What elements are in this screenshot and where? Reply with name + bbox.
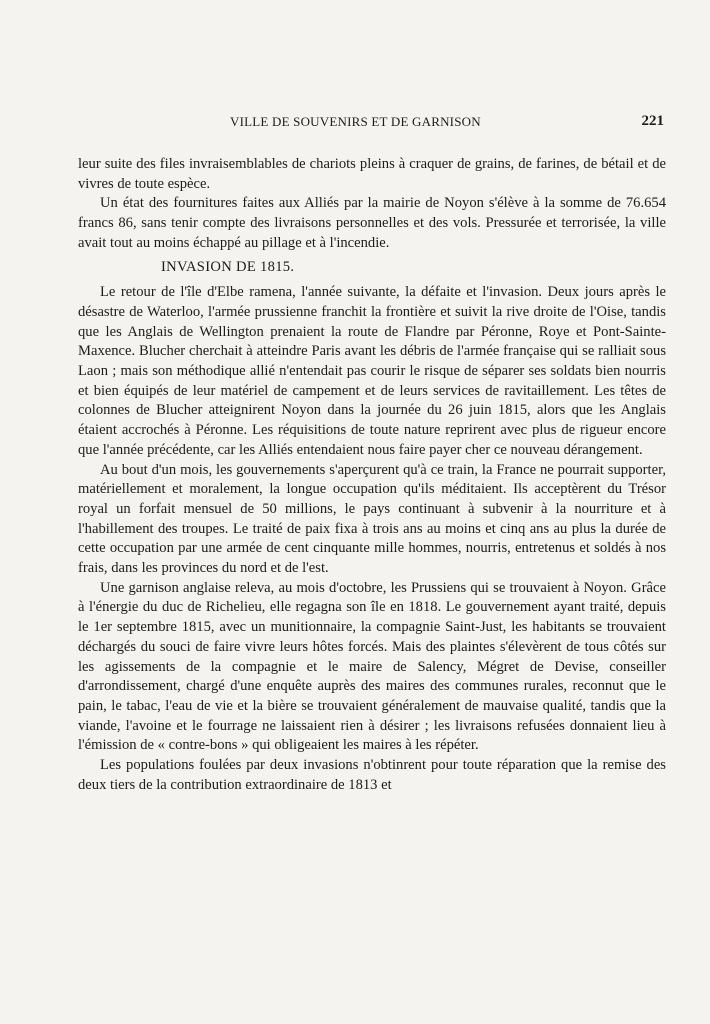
section-heading: INVASION DE 1815. <box>161 258 295 275</box>
page-number: 221 <box>641 113 664 129</box>
paragraph: Au bout d'un mois, les gouvernements s'aperçurent qu'à ce train, la France ne pourrait supporter, matériellement et moralement, la longue occupation qu'ils méditaient. Ils acceptèrent du Trésor royal un forfait mensuel de 50 millions, le pays continuant à subvenir à la nourriture et à l'habillement des troupes. Le traité de paix fixa à trois ans au moins et cinq ans au plus la durée de cette occupation par une armée de cent cinquante mille hommes, nourris, entretenus et soldés à nos frais, dans les provinces du nord et de l'est. <box>78 461 666 577</box>
paragraph: Un état des fournitures faites aux Alliés par la mairie de Noyon s'élève à la somme de 76.654 francs 86, sans tenir compte des livraisons personnelles et des vols. Pressurée et terrorisée, la ville avait tout au moins échappé au pillage et à l'incendie. <box>78 195 666 251</box>
paragraph: leur suite des files invraisemblables de chariots pleins à craquer de grains, de farines, de bétail et de vivres de toute espèce. <box>78 156 666 192</box>
running-title: VILLE DE SOUVENIRS ET DE GARNISON <box>230 114 481 129</box>
paragraph: Une garnison anglaise releva, au mois d'octobre, les Prussiens qui se trouvaient à Noyon. Grâce à l'énergie du duc de Richelieu, elle regagna son île en 1818. Le gouvernement ayant traité, depuis le 1er septembre 1815, avec un munitionnaire, la compagnie Saint-Just, les habitants se trouvaient déchargés du souci de faire vivre leurs hôtes forcés. Mais des plaintes s'élevèrent de tous côtés sur les agissements de la compagnie et le maire de Salency, Mégret de Devise, conseiller d'arrondissement, chargé d'une enquête auprès des maires des communes rurales, reconnut que le pain, le tabac, l'eau de vie et la bière se trouvaient généralement de mauvaise qualité, tandis que la viande, l'avoine et le fourrage ne laissaient rien à désirer ; les livraisons refusées donnaient lieu à l'émission de « contre-bons » qui obligeaient les maires à les répéter. <box>78 579 666 754</box>
paragraph: Les populations foulées par deux invasions n'obtinrent pour toute réparation que la remise des deux tiers de la contribution extraordinaire de 1813 et <box>78 757 666 793</box>
page-header <box>78 114 666 134</box>
paragraph: Le retour de l'île d'Elbe ramena, l'année suivante, la défaite et l'invasion. Deux jours après le désastre de Waterloo, l'armée prussienne franchit la frontière et suivit la rive droite de l'Oise, tandis que les Anglais de Wellington prenaient la route de Flandre par Péronne, Roye et Pont-Sainte-Maxence. Blucher cherchait à atteindre Paris avant les débris de l'armée française qui se ralliait sous Laon ; mais son méthodique allié n'entendait pas courir le risque de séparer ses soldats bien nourris et bien équipés de leur matériel de campement et de leurs services de ravitaillement. Les têtes de colonnes de Blucher atteignirent Noyon dans la journée du 26 juin 1815, alors que les Anglais étaient accrochés à Péronne. Les réquisitions de toute nature reprirent avec plus de rigueur encore que l'année précédente, car les Alliés entendaient nous faire payer cher ce nouveau dérangement. <box>78 284 666 458</box>
body-text <box>78 155 666 796</box>
